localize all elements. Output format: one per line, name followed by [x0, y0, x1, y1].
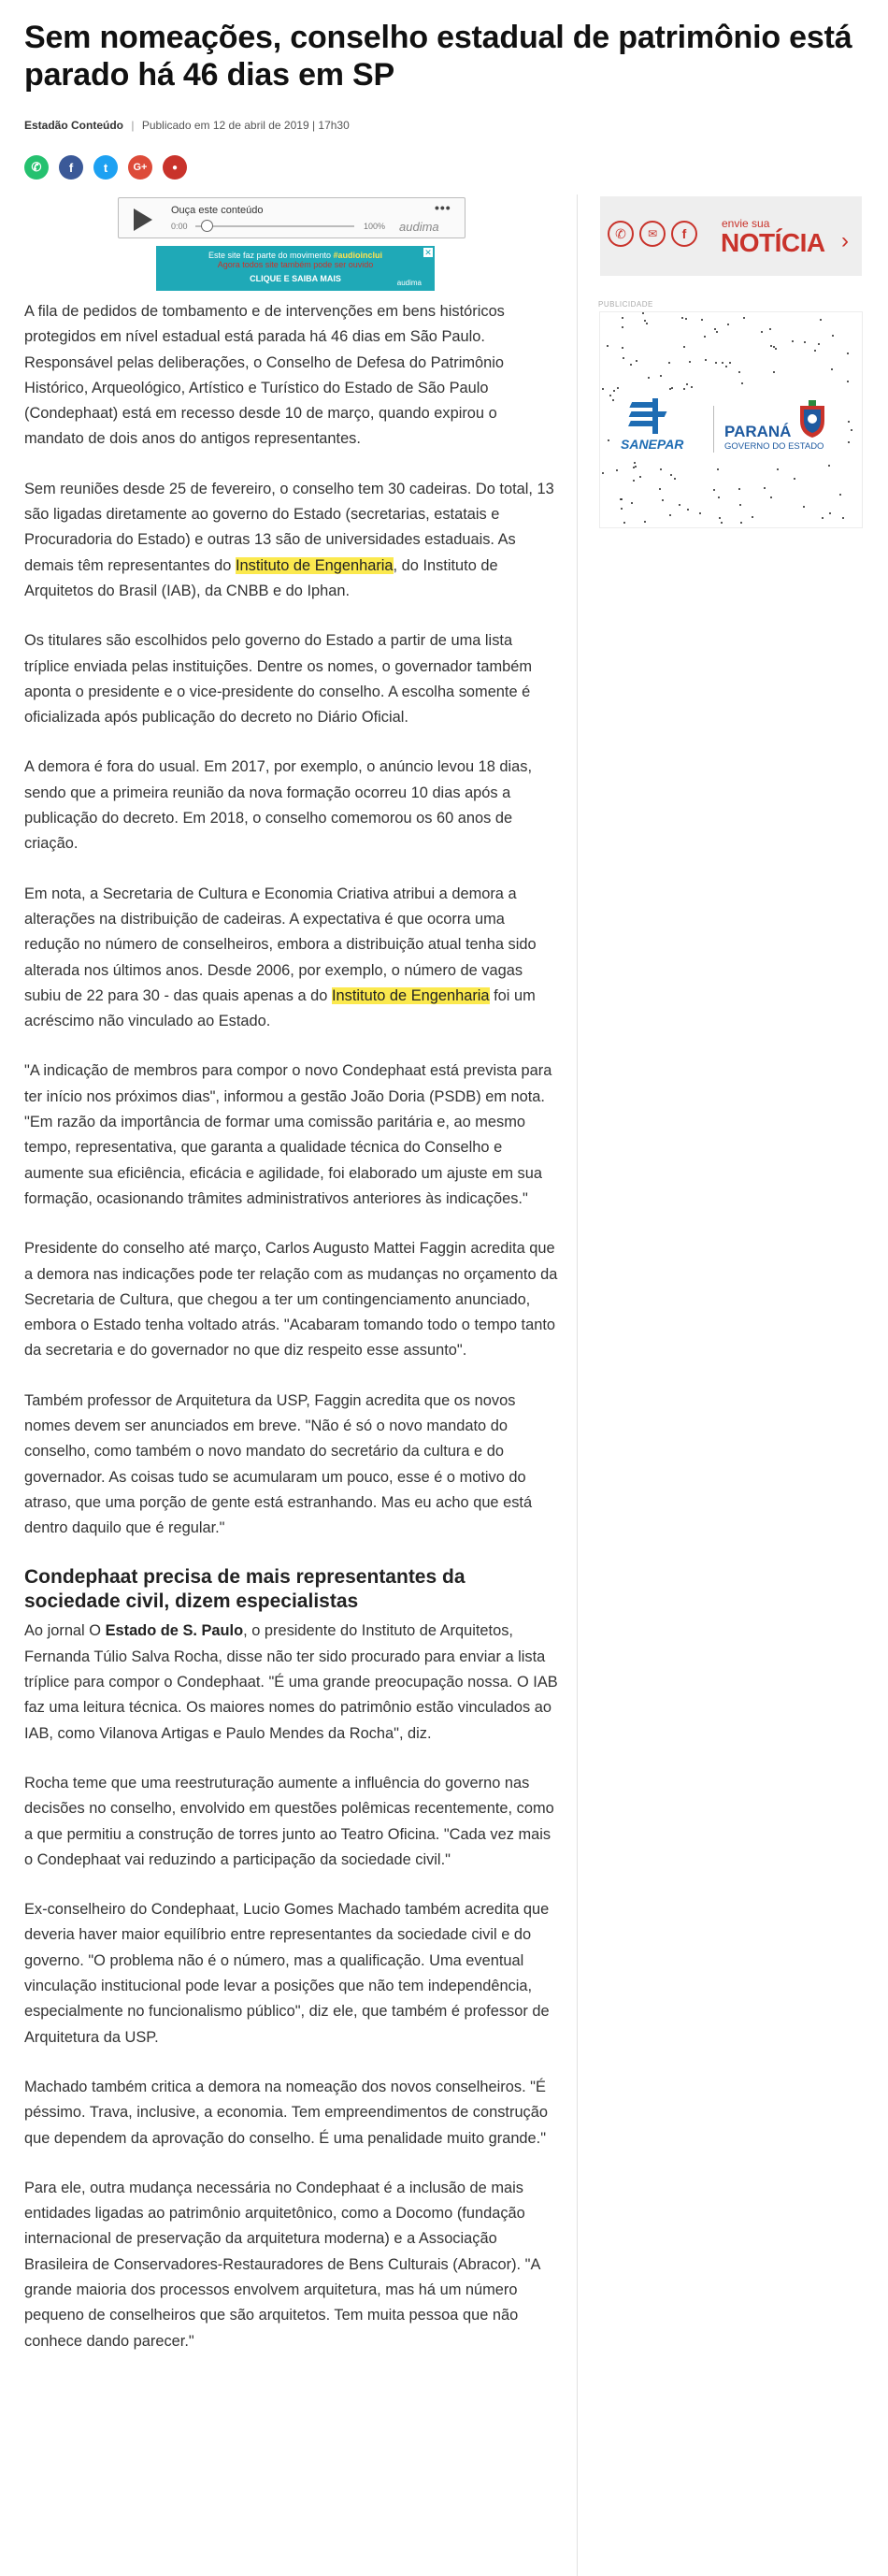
paragraph: Rocha teme que uma reestruturação aumente a influência do governo nas decisões no conselho, envolvido em questões polêmicas recentemente, como a que permitiu a construção de torres junto ao Teatro Oficina. "Cada vez mais o Condephaat vai reduzindo a participação da sociedade civil." [24, 1774, 554, 1868]
sanepar-logo-text: SANEPAR [621, 437, 684, 452]
ad-pattern-dot [839, 494, 841, 496]
ad-pattern-dot [609, 395, 611, 396]
ad-pattern-dot [718, 496, 720, 498]
play-icon[interactable] [134, 209, 152, 231]
banner-cta[interactable]: CLIQUE E SAIBA MAIS [250, 274, 341, 283]
ad-pattern-dot [623, 522, 625, 524]
paragraph: Presidente do conselho até março, Carlos Augusto Mattei Faggin acredita que a demora nas indicações pode ter relação com as mudanças no orçamento da Secretaria de Cultura, que chegou a ter um contingenciamento anunciado, embora o Estado tenha voltado atrás. "Acabaram tomando todo o tempo tanto da secretaria e do governador no que diz respeito esse assunto". [24, 1240, 558, 1360]
ad-pattern-dot [639, 476, 641, 478]
ad-pattern-dot [848, 441, 850, 443]
banner-line-2: Agora todos site também pode ser ouvido [217, 260, 374, 269]
ad-pattern-dot [622, 317, 623, 319]
logo-separator [713, 406, 714, 453]
ad-pattern-dot [613, 390, 615, 392]
banner-hashtag: #audioinclui [333, 251, 383, 260]
ad-pattern-dot [620, 498, 622, 500]
advertisement[interactable] [599, 311, 863, 528]
section-subheading: Condephaat precisa de mais representantes da sociedade civil, dizem especialistas [24, 1566, 465, 1613]
ad-pattern-dot [822, 517, 824, 519]
player-progress-bar[interactable] [195, 225, 354, 227]
ad-pattern-dot [685, 318, 687, 320]
google-plus-icon[interactable]: G+ [128, 155, 152, 180]
ad-pattern-dot [814, 350, 816, 352]
ad-pattern-dot [616, 469, 618, 471]
ad-pattern-dot [635, 466, 637, 468]
state-crest-icon [796, 398, 828, 439]
ad-pattern-dot [832, 335, 834, 337]
chevron-right-icon: › [841, 228, 849, 253]
close-icon[interactable]: ✕ [424, 248, 432, 257]
banner-brand: audima [396, 279, 422, 287]
share-bar [24, 155, 187, 180]
ad-pattern-dot [842, 517, 844, 519]
paragraph: Em nota, a Secretaria de Cultura e Economia Criativa atribui a demora a alterações na distribuição de cadeiras. A expectativa é que ocorra uma redução no número de conselheiros, embora a distribuição atual tenha sido alterada nos últimos anos. Desde 2006, por exemplo, o número de vagas subiu de 22 para 30 - das quais apenas a do Instituto de Engenharia foi um acréscimo não vinculado ao Estado. [24, 885, 537, 1030]
ad-label: PUBLICIDADE [598, 300, 653, 309]
tag-link[interactable]: Instituto de Engenharia [235, 556, 394, 574]
ad-pattern-dot [670, 474, 672, 476]
player-time: 0:00 [171, 222, 188, 231]
ad-pattern-dot [646, 323, 648, 324]
ad-pattern-dot [691, 386, 693, 388]
ad-pattern-dot [729, 362, 731, 364]
ad-pattern-dot [668, 362, 670, 364]
ad-pattern-dot [701, 319, 703, 321]
ad-pattern-dot [612, 399, 614, 401]
player-brand[interactable]: audima [399, 220, 439, 234]
ad-pattern-dot [804, 341, 806, 343]
ad-pattern-dot [623, 357, 624, 359]
twitter-icon[interactable]: t [93, 155, 118, 180]
ad-pattern-dot [662, 499, 664, 501]
ad-pattern-dot [773, 371, 775, 373]
paragraph: A fila de pedidos de tombamento e de intervenções em bens históricos protegidos em nível estadual está parada há 46 dias em São Paulo. Responsável pelas deliberações, o Conselho de Defesa do Patrimônio Histórico, Arqueológico, Artístico e Turístico do Estado de São Paulo (Condephaat) está em recesso desde 10 de março, quando expirou o mandato de dois anos do antigos representantes. [24, 303, 505, 448]
ad-pattern-dot [803, 506, 805, 508]
facebook-icon[interactable]: f [59, 155, 83, 180]
ad-pattern-dot [831, 368, 833, 370]
ad-pattern-dot [716, 331, 718, 333]
ad-pattern-dot [851, 429, 852, 431]
ad-pattern-dot [602, 388, 604, 390]
ad-pattern-dot [738, 488, 740, 490]
ad-pattern-dot [679, 504, 680, 506]
ad-pattern-dot [634, 462, 636, 464]
author-name[interactable]: Estadão Conteúdo [24, 119, 124, 132]
ad-pattern-dot [743, 317, 745, 319]
ad-pattern-dot [630, 364, 632, 366]
ad-pattern-dot [602, 472, 604, 474]
ad-pattern-dot [764, 487, 766, 489]
whatsapp-icon[interactable]: ✆ [24, 155, 49, 180]
ad-pattern-dot [829, 512, 831, 514]
ad-pattern-dot [683, 388, 685, 390]
ad-pattern-dot [818, 343, 820, 345]
ad-pattern-dot [775, 348, 777, 350]
ad-pattern-dot [671, 387, 673, 389]
government-label: GOVERNO DO ESTADO [724, 441, 824, 452]
newspaper-name: Estado de S. Paulo [105, 1622, 244, 1640]
send-news-box[interactable] [600, 196, 862, 276]
ad-pattern-dot [794, 478, 795, 480]
ad-pattern-dot [669, 514, 671, 516]
article-headline: Sem nomeações, conselho estadual de patrimônio está parado há 46 dias em SP [24, 20, 852, 93]
ad-pattern-dot [740, 522, 742, 524]
ad-pattern-dot [713, 489, 715, 491]
ad-pattern-dot [699, 512, 701, 514]
ad-pattern-dot [674, 478, 676, 480]
ad-pattern-dot [648, 377, 650, 379]
byline-separator: | [131, 119, 135, 132]
column-divider [577, 194, 578, 2576]
ad-pattern-dot [681, 317, 683, 319]
ad-pattern-dot [660, 375, 662, 377]
ad-pattern-dot [660, 468, 662, 470]
audio-inclusion-banner[interactable] [156, 246, 435, 291]
send-news-small: envie sua [722, 217, 770, 230]
parana-logo-text: PARANÁ [724, 423, 792, 440]
ad-pattern-dot [715, 362, 717, 364]
comments-icon[interactable]: ● [163, 155, 187, 180]
more-options-icon[interactable]: ••• [435, 200, 451, 215]
ad-pattern-dot [689, 361, 691, 363]
ad-pattern-dot [828, 465, 830, 467]
player-progress-handle[interactable] [201, 220, 213, 232]
sanepar-logo-icon [628, 398, 680, 436]
tag-link[interactable]: Instituto de Engenharia [331, 986, 490, 1004]
paragraph: Também professor de Arquitetura da USP, Faggin acredita que os novos nomes devem ser anunciados em breve. "Não é só o novo mandato do conselho, como também o novo mandato do secretário da cultura e do governador. As coisas tudo se acumularam um pouco, esse é o motivo do atraso, que uma porção de gente está estranhando. Mas eu acho que está dentro daquilo que é regular." [24, 1391, 533, 1537]
ad-pattern-dot [777, 468, 779, 470]
paragraph: Os titulares são escolhidos pelo governo do Estado a partir de uma lista tríplice enviada pelas instituições. Dentre os nomes, o governador também aponta o presidente e o vice-presidente do conselho. A escolha somente é oficializada após publicação do decreto no Diário Oficial. [24, 632, 532, 727]
ad-pattern-dot [631, 502, 633, 504]
ad-pattern-dot [704, 336, 706, 338]
ad-pattern-dot [683, 346, 685, 348]
ad-pattern-dot [644, 320, 646, 322]
ad-pattern-dot [848, 421, 850, 423]
ad-pattern-dot [687, 509, 689, 511]
ad-pattern-dot [741, 382, 743, 384]
ad-pattern-dot [738, 371, 740, 373]
ad-pattern-dot [792, 340, 794, 342]
ad-pattern-dot [770, 496, 772, 498]
ad-pattern-dot [622, 326, 623, 328]
ad-pattern-dot [608, 439, 609, 441]
paragraph: A demora é fora do usual. Em 2017, por exemplo, o anúncio levou 18 dias, sendo que a primeira reunião da nova formação ocorreu 10 dias após a publicação do decreto. Em 2018, o conselho comemorou os 60 anos de criação. [24, 758, 533, 853]
ad-pattern-dot [769, 328, 771, 330]
whatsapp-icon: ✆ [608, 221, 634, 247]
ad-pattern-dot [761, 331, 763, 333]
ad-pattern-dot [621, 508, 623, 510]
ad-pattern-dot [847, 353, 849, 354]
ad-pattern-dot [622, 347, 623, 349]
byline [24, 119, 350, 132]
ad-pattern-dot [705, 359, 707, 361]
email-icon: ✉ [639, 221, 666, 247]
ad-pattern-dot [633, 480, 635, 482]
ad-pattern-dot [721, 522, 723, 524]
player-label: Ouça este conteúdo [171, 205, 264, 216]
ad-pattern-dot [617, 387, 619, 389]
ad-pattern-dot [770, 345, 772, 347]
published-date: Publicado em 12 de abril de 2019 | 17h30 [141, 119, 350, 132]
ad-pattern-dot [717, 468, 719, 470]
ad-pattern-dot [714, 328, 716, 330]
ad-pattern-dot [722, 362, 723, 364]
ad-pattern-dot [659, 488, 661, 490]
paragraph: Ao jornal O Estado de S. Paulo, o presidente do Instituto de Arquitetos, Fernanda Túlio Salva Rocha, disse não ter sido procurado para enviar a lista tríplice para compor o Condephaat. "É uma grande preocupação nossa. O IAB faz uma leitura técnica. Os maiores nomes do patrimônio estão vinculados ao IAB, como Vilanova Artigas e Paulo Mendes da Rocha", diz. [24, 1622, 558, 1742]
ad-pattern-dot [727, 324, 729, 325]
player-volume[interactable]: 100% [364, 222, 386, 231]
ad-pattern-dot [820, 319, 822, 321]
ad-pattern-dot [636, 360, 637, 362]
ad-pattern-dot [642, 312, 644, 314]
paragraph: Sem reuniões desde 25 de fevereiro, o conselho tem 30 cadeiras. Do total, 13 são ligadas diretamente ao governo do Estado (secretarias, estatais e Procuradoria do Estado) e outras 13 são de universidades estaduais. As demais têm representantes do Instituto de Engenharia, do Instituto de Arquitetos do Brasil (IAB), da CNBB e do Iphan. [24, 480, 554, 599]
send-news-title: NOTÍCIA [721, 228, 825, 257]
ad-pattern-dot [686, 383, 688, 385]
ad-pattern-dot [725, 366, 727, 367]
paragraph: Ex-conselheiro do Condephaat, Lucio Gomes Machado também acredita que deveria haver maior equilíbrio entre representantes da sociedade civil e do governo. "O problema não é o número, mas a qualificação. Uma eventual vinculação institucional pode levar a posições que não tem independência, especialmente no funcionalismo público", diz ele, que também é professor de Arquitetura da USP. [24, 1901, 550, 2046]
paragraph: "A indicação de membros para compor o novo Condephaat está prevista para ter início nos próximos dias", informou a gestão João Doria (PSDB) em nota. "Em razão da importância de formar uma comissão paritária e, ao mesmo tempo, representativa, que garanta a qualidade técnica do Conselho e aumente sua eficiência, eficácia e agilidade, foi elaborado um ajuste em sua formação, ocasionando trâmites administrativos anteriores às indicações." [24, 1062, 552, 1207]
paragraph: Para ele, outra mudança necessária no Condephaat é a inclusão de mais entidades ligadas ao patrimônio arquitetônico, como a Docomo (fundação internacional de preservação da arquitetura moderna) e a Associação Brasileira de Conservadores-Restauradores de Bens Culturais (Abracor). "A grande maioria dos processos envolvem arquitetura, mas há um número pequeno de conselheiros que são arquitetos. Tem muita pessoa que não conhece dando parecer." [24, 2179, 540, 2350]
audio-player [118, 197, 465, 238]
paragraph: Machado também critica a demora na nomeação dos novos conselheiros. "É péssimo. Trava, inclusive, a economia. Tem empreendimentos de construção que dependem da aprovação do conselho. É uma penalidade muito grande." [24, 2078, 548, 2147]
ad-pattern-dot [752, 516, 753, 518]
ad-pattern-dot [719, 517, 721, 519]
ad-pattern-dot [644, 521, 646, 523]
ad-pattern-dot [739, 504, 741, 506]
facebook-icon: f [671, 221, 697, 247]
banner-line-1: Este site faz parte do movimento #audioinclui [208, 251, 383, 260]
article-body [24, 299, 561, 2379]
ad-pattern-dot [607, 345, 609, 347]
ad-pattern-dot [847, 381, 849, 382]
